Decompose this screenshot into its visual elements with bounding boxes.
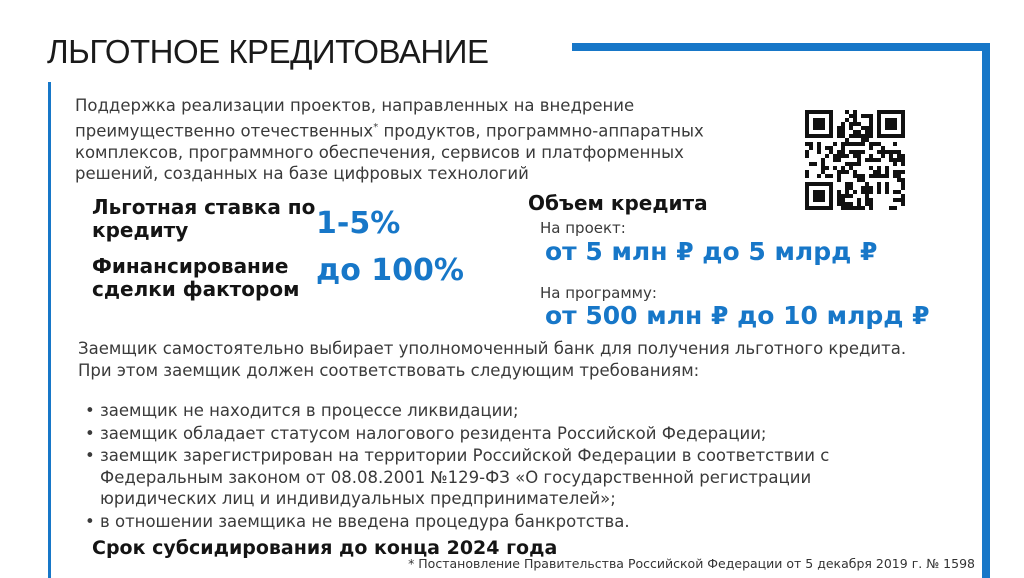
intro-text-part1: Поддержка реализации проектов, направленных на внедрение преимущественно отечественных (75, 96, 635, 140)
stat-label-rate: Льготная ставка по кредиту (92, 195, 316, 242)
requirements-list (84, 400, 884, 533)
intro-paragraph (75, 95, 720, 185)
page-title: ЛЬГОТНОЕ КРЕДИТОВАНИЕ (47, 33, 489, 70)
footnote: * Постановление Правительства Российской Федерации от 5 декабря 2019 г. № 1598 (408, 556, 975, 571)
requirement-item: • заемщик обладает статусом налогового резидента Российской Федерации; (84, 423, 884, 445)
stat-label-factoring: Финансирование сделки фактором (92, 254, 300, 301)
borrower-line1: Заемщик самостоятельно выбирает уполномоченный банк для получения льготного кредита. (78, 339, 907, 358)
volume-value-project: от 5 млн ₽ до 5 млрд ₽ (545, 237, 878, 266)
footnote-asterisk: * (373, 121, 379, 133)
stat-value-factoring: до 100% (316, 253, 464, 288)
left-accent-line (48, 82, 51, 578)
qr-code (805, 108, 905, 212)
credit-volume-heading: Объем кредита (528, 191, 708, 215)
volume-value-program: от 500 млн ₽ до 10 млрд ₽ (545, 301, 930, 330)
requirement-item: • заемщик зарегистрирован на территории Российской Федерации в соответствии с Федеральным законом от 08.08.2001 №129-ФЗ «О государственной регистрации юридических лиц и индивидуальных предпринимателей»; (84, 445, 884, 510)
volume-label-program: На программу: (540, 284, 657, 302)
stat-value-rate: 1-5% (316, 206, 401, 241)
top-accent-bar (572, 43, 990, 51)
borrower-paragraph (78, 338, 978, 381)
borrower-line2: При этом заемщик должен соответствовать следующим требованиям: (78, 360, 700, 380)
volume-label-project: На проект: (540, 219, 626, 237)
requirement-item: • заемщик не находится в процессе ликвидации; (84, 400, 884, 422)
right-accent-line (982, 43, 990, 578)
subsidy-term: Срок субсидирования до конца 2024 года (92, 537, 558, 559)
requirement-item: • в отношении заемщика не введена процедура банкротства. (84, 511, 884, 533)
intro-text-part2: продуктов, программно-аппаратных комплексов, программного обеспечения, сервисов и платформенных решений, созданных на базе цифровых технологий (75, 121, 704, 183)
